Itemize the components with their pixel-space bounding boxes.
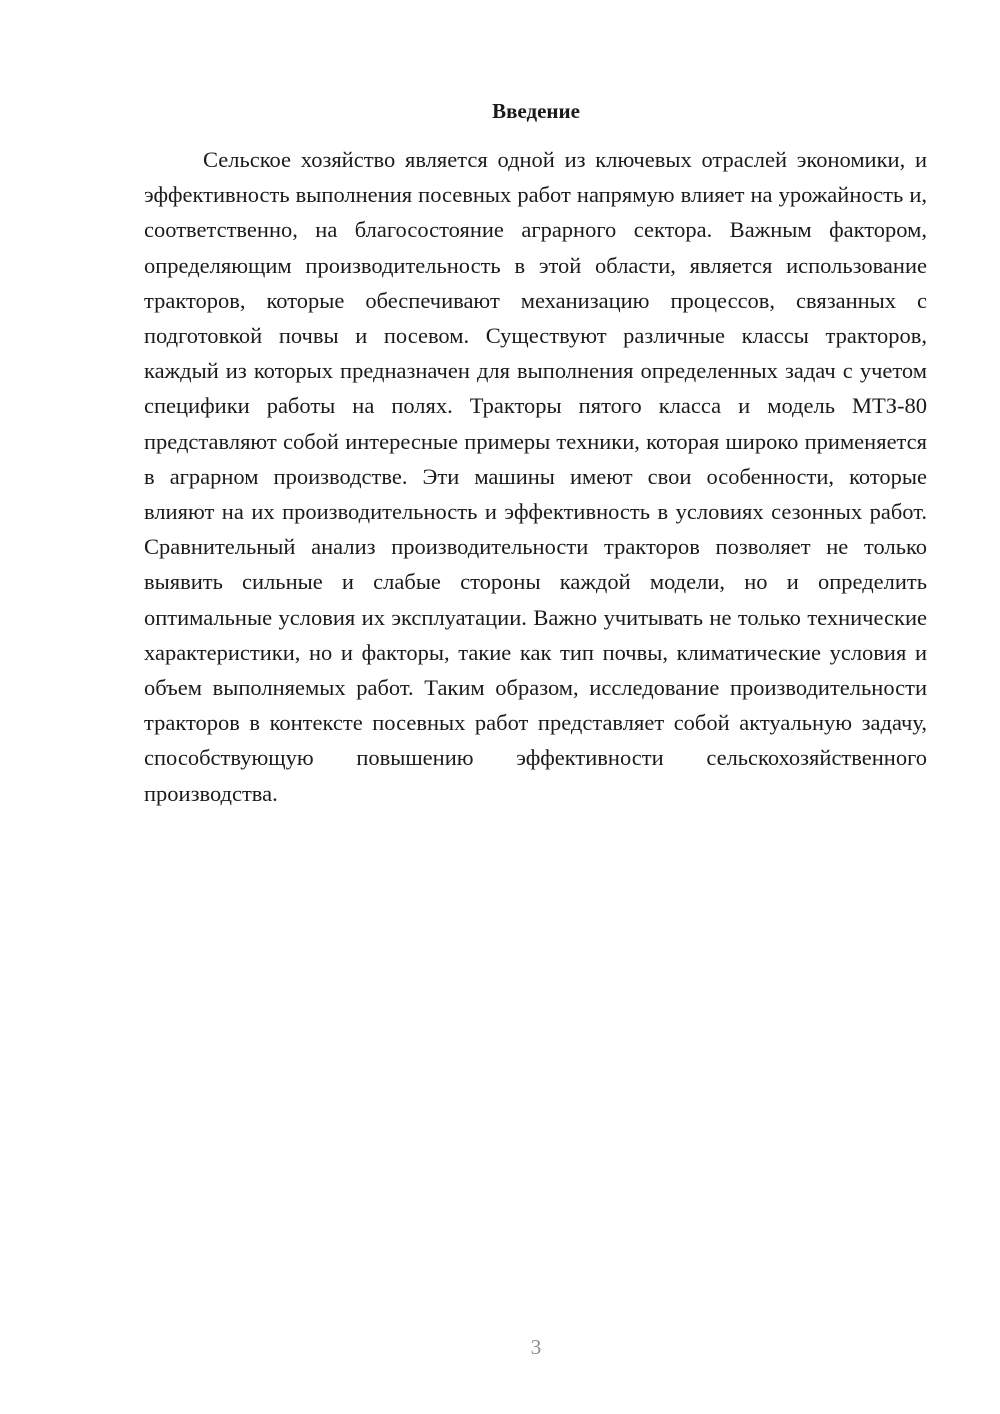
body-paragraph: Сельское хозяйство является одной из ключевых отраслей экономики, и эффективность выполнения посевных работ напрямую влияет на урожайность и, соответственно, на благосостояние аграрного сектора. Важным фактором, определяющим производительность в этой области, является использование тракторов, которые обеспечивают механизацию процессов, связанных с подготовкой почвы и посевом. Существуют различные классы тракторов, каждый из которых предназначен для выполнения определенных задач с учетом специфики работы на полях. Тракторы пятого класса и модель МТЗ-80 представляют собой интересные примеры техники, которая широко применяется в аграрном производстве. Эти машины имеют свои особенности, которые влияют на их производительность и эффективность в условиях сезонных работ. Сравнительный анализ производительности тракторов позволяет не только выявить сильные и слабые стороны каждой модели, но и определить оптимальные условия их эксплуатации. Важно учитывать не только технические характеристики, но и факторы, такие как тип почвы, климатические условия и объем выполняемых работ. Таким образом, исследование производительности тракторов в контексте посевных работ представляет собой актуальную задачу, способствующую повышению эффективности сельскохозяйственного производства. [144, 147, 927, 806]
page-number: 3 [530, 1335, 542, 1359]
section-heading: Введение [492, 99, 580, 123]
